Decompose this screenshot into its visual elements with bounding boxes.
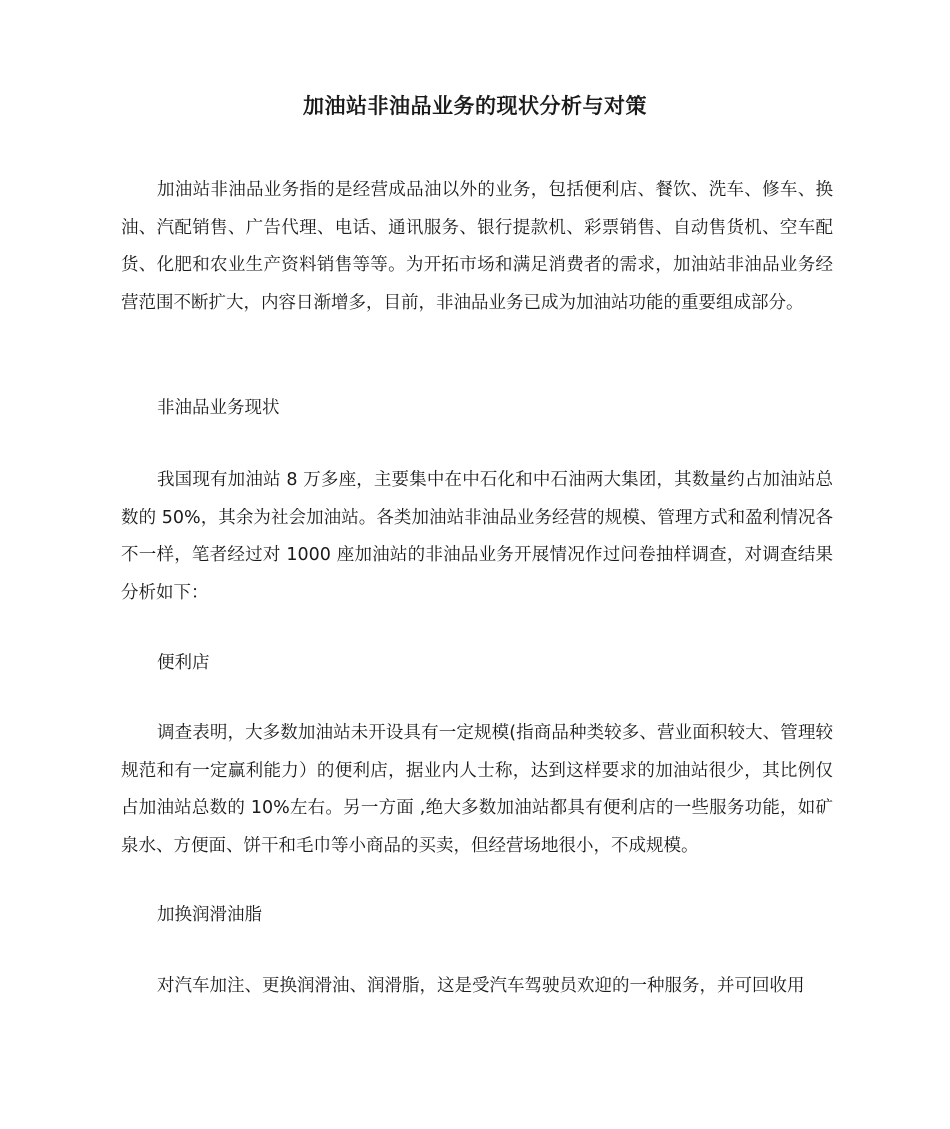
section-heading-convenience-store: 便利店 (157, 653, 210, 673)
section-heading-status: 非油品业务现状 (157, 398, 280, 418)
document-title: 加油站非油品业务的现状分析与对策 (303, 94, 647, 118)
section-heading-lubricants: 加换润滑油脂 (157, 905, 262, 925)
intro-paragraph: 加油站非油品业务指的是经营成品油以外的业务，包括便利店、餐饮、洗车、修车、换油、汽配销售、广告代理、电话、通讯服务、银行提款机、彩票销售、自动售货机、空车配货、化肥和农业生产资料销售等等。为开拓市场和满足消费者的需求，加油站非油品业务经营范围不断扩大，内容日渐增多，目前，非油品业务已成为加油站功能的重要组成部分。 (121, 180, 833, 313)
convenience-store-paragraph: 调查表明，大多数加油站未开设具有一定规模(指商品种类较多、营业面积较大、管理较规范和有一定赢利能力）的便利店，据业内人士称，达到这样要求的加油站很少，其比例仅占加油站总数的 10%左右。另一方面 ,绝大多数加油站都具有便利店的一些服务功能，如矿泉水、方便面、饼干和毛巾等小商品的买卖，但经营场地很小，不成规模。 (121, 723, 833, 856)
lubricants-paragraph: 对汽车加注、更换润滑油、润滑脂，这是受汽车驾驶员欢迎的一种服务，并可回收用 (157, 976, 805, 996)
status-paragraph: 我国现有加油站 8 万多座，主要集中在中石化和中石油两大集团，其数量约占加油站总数的 50%，其余为社会加油站。各类加油站非油品业务经营的规模、管理方式和盈利情况各不一样，笔者经过对 1000 座加油站的非油品业务开展情况作过问卷抽样调查，对调查结果分析如下： (121, 470, 833, 603)
